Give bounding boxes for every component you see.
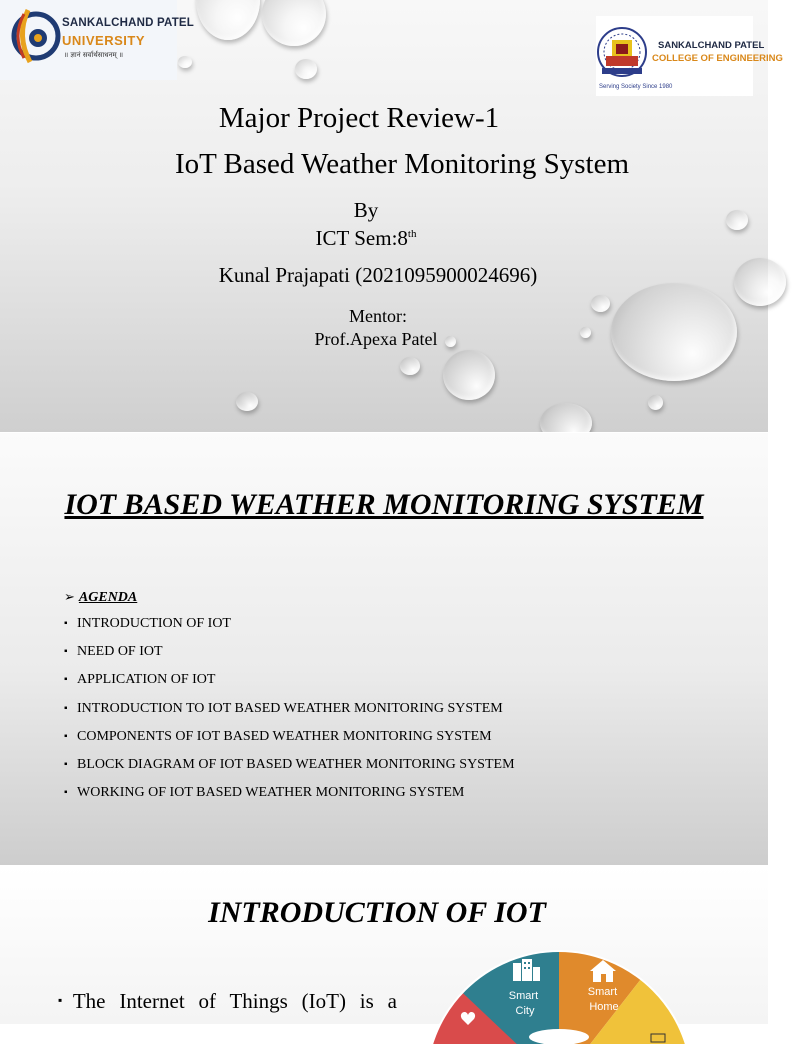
intro-iot-slide: [0, 866, 768, 1024]
smart-home-line2: Home: [589, 1001, 619, 1013]
university-name-line2: UNIVERSITY: [62, 33, 146, 48]
intro-body-line: The Internet of Things (IoT) is a: [72, 989, 397, 1013]
square-bullet-icon: ▪: [64, 730, 68, 742]
agenda-list: [64, 616, 515, 813]
agenda-item: [64, 757, 515, 785]
college-name-line1: SANKALCHAND PATEL: [658, 40, 765, 51]
college-logo: [596, 16, 783, 96]
student-name: Kunal Prajapati (2021095900024696): [218, 263, 538, 287]
agenda-item: [64, 672, 515, 700]
water-drop-icon: [443, 350, 495, 400]
square-bullet-icon: ▪: [64, 646, 68, 658]
semester-suffix: th: [407, 228, 417, 240]
semester-text: ICT Sem:8: [315, 226, 408, 250]
water-drop-icon: [400, 357, 420, 375]
agenda-item: [64, 701, 515, 729]
university-tagline: ॥ ज्ञानं सर्वार्थसाधनम् ॥: [64, 51, 124, 59]
agenda-item-text: INTRODUCTION TO IOT BASED WEATHER MONITORING SYSTEM: [77, 700, 503, 716]
smart-city-line2: City: [515, 1005, 535, 1017]
title-slide: [0, 0, 783, 432]
square-bullet-icon: ▪: [64, 702, 68, 714]
mentor-label: Mentor:: [349, 306, 407, 326]
square-bullet-icon: ▪: [64, 758, 68, 770]
square-bullet-icon: ▪: [64, 618, 68, 629]
agenda-slide: [0, 433, 768, 865]
agenda-item-text: BLOCK DIAGRAM OF IOT BASED WEATHER MONITORING SYSTEM: [77, 756, 515, 772]
semester-label: [0, 226, 732, 251]
smart-city-line1: Smart: [508, 990, 539, 1002]
presentation-title: Major Project Review-1: [218, 102, 500, 134]
water-drop-icon: [178, 56, 192, 68]
water-drop-icon: [196, 0, 260, 40]
college-tagline: Serving Society Since 1980: [599, 84, 673, 90]
agenda-item-text: APPLICATION OF IOT: [77, 672, 216, 688]
intro-slide-title: INTRODUCTION OF IOT: [208, 896, 546, 929]
project-title: IoT Based Weather Monitoring System: [174, 148, 630, 180]
square-bullet-icon: ▪: [58, 993, 71, 1007]
college-name-line2: COLLEGE OF ENGINEERING: [652, 53, 783, 64]
agenda-item: [64, 785, 515, 813]
agenda-item-text: NEED OF IOT: [77, 644, 163, 660]
square-bullet-icon: ▪: [64, 674, 68, 686]
agenda-item: [64, 644, 515, 672]
arrow-bullet-icon: ➢: [64, 589, 75, 604]
university-logo: [0, 0, 195, 80]
agenda-label: AGENDA: [78, 590, 138, 605]
agenda-item-text: WORKING OF IOT BASED WEATHER MONITORING SYSTEM: [77, 785, 465, 801]
smart-home-line1: Smart: [587, 986, 618, 998]
agenda-slide-title: IOT BASED WEATHER MONITORING SYSTEM: [64, 488, 704, 521]
water-drop-icon: [236, 392, 258, 411]
water-drop-icon: [648, 395, 663, 410]
intro-body-text: [58, 989, 397, 1014]
agenda-item-text: COMPONENTS OF IOT BASED WEATHER MONITORING SYSTEM: [77, 728, 492, 744]
agenda-item: [64, 616, 515, 644]
mentor-name: Prof.Apexa Patel: [314, 329, 438, 349]
agenda-heading: [64, 589, 137, 606]
by-label: By: [353, 198, 379, 222]
university-name-line1: SANKALCHAND PATEL: [62, 17, 195, 29]
square-bullet-icon: ▪: [64, 787, 68, 799]
agenda-item-text: INTRODUCTION OF IOT: [77, 616, 231, 631]
water-drop-icon: [295, 59, 317, 79]
agenda-item: [64, 729, 515, 757]
water-drop-icon: [262, 0, 326, 46]
iot-wheel-graphic: [436, 949, 682, 1039]
iot-applications-wheel: [436, 949, 682, 1039]
